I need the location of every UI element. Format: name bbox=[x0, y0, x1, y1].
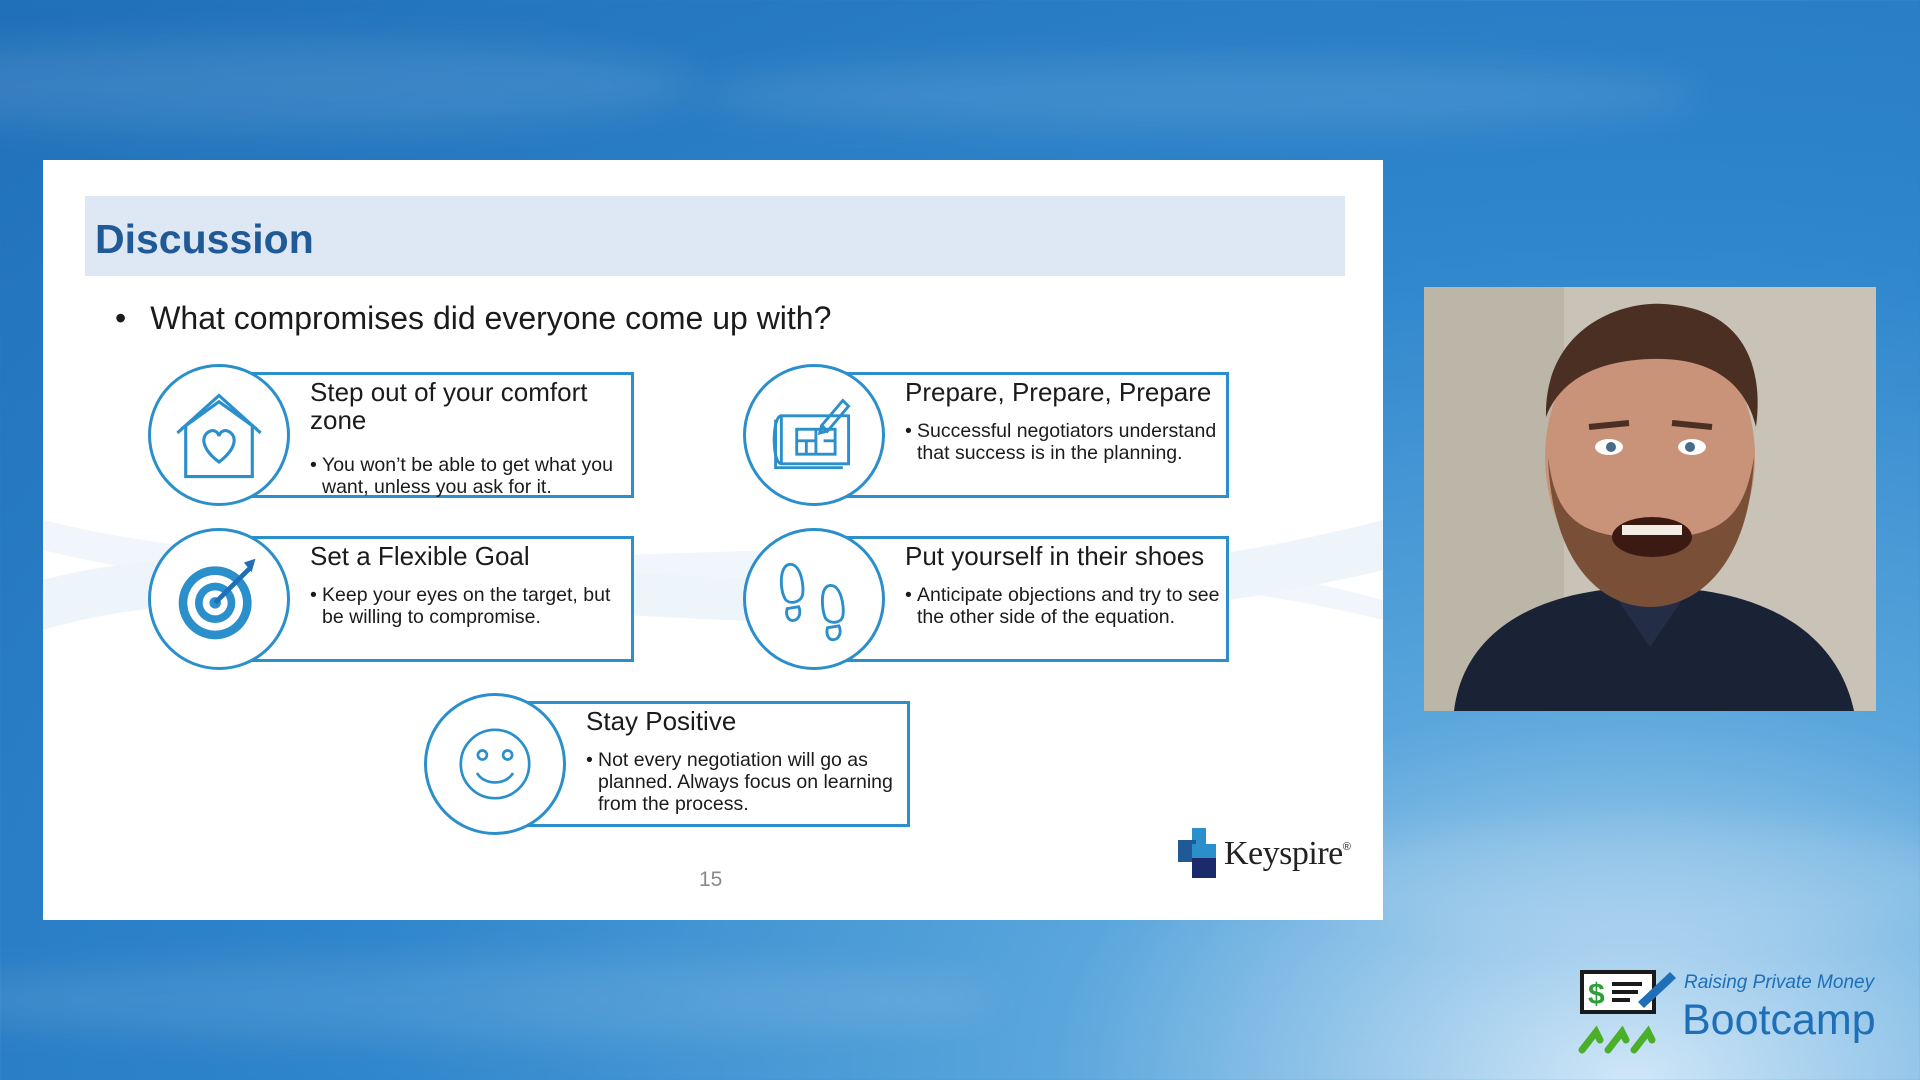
card-title: Prepare, Prepare, Prepare bbox=[905, 377, 1212, 407]
page-number: 15 bbox=[699, 868, 723, 891]
presentation-slide bbox=[43, 160, 1383, 920]
card-text: • Anticipate objections and try to see the other side of the equation. bbox=[905, 584, 1220, 628]
webcam-video bbox=[1424, 287, 1876, 711]
card-title: Stay Positive bbox=[586, 706, 737, 736]
blueprint-icon bbox=[743, 364, 885, 506]
footprints-icon bbox=[743, 528, 885, 670]
question-text: What compromises did everyone come up with? bbox=[150, 300, 832, 336]
keyspire-mark-icon bbox=[1178, 828, 1220, 880]
keyspire-wordmark: Keyspire bbox=[1224, 835, 1343, 872]
brand-title: Bootcamp bbox=[1682, 996, 1876, 1044]
card-text: • You won’t be able to get what you want, unless you ask for it. bbox=[310, 454, 613, 498]
check-dollar-icon bbox=[1578, 966, 1682, 1056]
card-title: Step out of your comfort zone bbox=[310, 377, 588, 435]
house-heart-icon bbox=[148, 364, 290, 506]
card-prepare bbox=[743, 368, 1233, 502]
brand-subtitle: Raising Private Money bbox=[1684, 972, 1875, 993]
card-comfort-zone bbox=[148, 368, 638, 502]
card-their-shoes bbox=[743, 532, 1233, 666]
card-flexible-goal bbox=[148, 532, 638, 666]
svg-text:$: $ bbox=[1588, 978, 1605, 1011]
card-text: • Successful negotiators understand that success is in the planning. bbox=[905, 420, 1217, 464]
keyspire-logo bbox=[1178, 828, 1351, 880]
bootcamp-brand bbox=[1578, 966, 1898, 1066]
card-stay-positive bbox=[424, 697, 914, 831]
presenter-video bbox=[1424, 287, 1876, 711]
registered-mark: ® bbox=[1342, 841, 1351, 853]
bullet: • bbox=[115, 300, 127, 336]
target-icon bbox=[148, 528, 290, 670]
slide-title: Discussion bbox=[95, 216, 314, 262]
discussion-question bbox=[115, 300, 831, 337]
card-text: • Not every negotiation will go as planned. Always focus on learning from the process. bbox=[586, 749, 893, 815]
smiley-icon bbox=[424, 693, 566, 835]
card-title: Set a Flexible Goal bbox=[310, 541, 530, 571]
card-text: • Keep your eyes on the target, but be willing to compromise. bbox=[310, 584, 611, 628]
card-title: Put yourself in their shoes bbox=[905, 541, 1205, 571]
